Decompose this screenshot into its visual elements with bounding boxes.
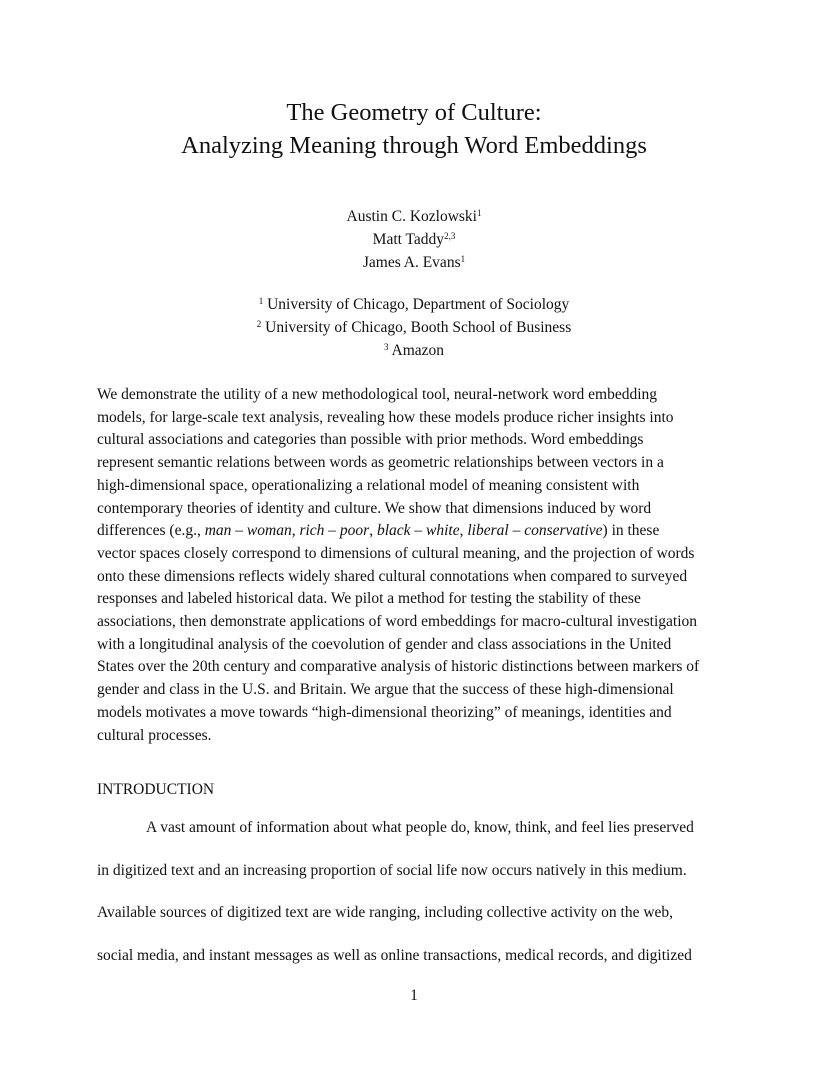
abstract-line (97, 520, 737, 543)
abstract-line: States over the 20th century and comparative analysis of historic distinctions between markers of (97, 658, 700, 676)
affiliation (0, 293, 828, 316)
abstract-line: with a longitudinal analysis of the coevolution of gender and class associations in the United (97, 635, 672, 653)
abstract-line: contemporary theories of identity and culture. We show that dimensions induced by word (97, 499, 652, 517)
abstract-line: represent semantic relations between words as geometric relationships between vectors in a (97, 454, 664, 472)
author-list (0, 205, 828, 274)
abstract-line: We demonstrate the utility of a new methodological tool, neural-network word embedding (97, 386, 658, 403)
affiliation-mark: 1 (258, 296, 264, 306)
example-term: man – woman (204, 522, 292, 540)
author-affiliation-mark: 1 (476, 208, 482, 218)
abstract-text: differences (e.g., (97, 522, 205, 540)
title-line-2: Analyzing Meaning through Word Embeddings (181, 132, 647, 159)
abstract (97, 384, 737, 747)
affiliation (0, 316, 828, 339)
example-term: rich – poor (299, 522, 370, 540)
abstract-text: , (291, 522, 300, 540)
abstract-line: associations, then demonstrate applications of word embeddings for macro-cultural investigation (97, 613, 698, 631)
paper-title (0, 96, 828, 162)
abstract-line: onto these dimensions reflects widely shared cultural connotations when compared to surveyed (97, 567, 688, 585)
author (0, 205, 828, 228)
example-term: liberal – conservative (467, 522, 603, 540)
author-affiliation-mark: 1 (460, 254, 466, 264)
affiliation-mark: 2 (256, 319, 262, 329)
affiliation-text: Amazon (391, 342, 445, 359)
abstract-line: vector spaces closely correspond to dimensions of cultural meaning, and the projection of words (97, 544, 695, 562)
abstract-line: gender and class in the U.S. and Britain. We argue that the success of these high-dimensional (97, 681, 674, 699)
affiliation (0, 339, 828, 362)
example-term: black – white (376, 522, 460, 540)
body-line: Available sources of digitized text are wide ranging, including collective activity on the web, (97, 904, 674, 921)
affiliation-mark: 3 (383, 342, 389, 352)
abstract-line: cultural associations and categories than possible with prior methods. Word embeddings (97, 431, 644, 449)
introduction-body (97, 817, 737, 987)
title-line-1: The Geometry of Culture: (286, 99, 542, 126)
abstract-text: ) in these (602, 522, 660, 540)
author-affiliation-mark: 2,3 (444, 231, 456, 241)
abstract-text: , (459, 522, 468, 540)
author (0, 251, 828, 274)
abstract-line: models motivates a move towards “high-dimensional theorizing” of meanings, identities and (97, 703, 672, 721)
author-name: James A. Evans (362, 254, 461, 271)
author (0, 228, 828, 251)
author-name: Matt Taddy (372, 231, 445, 248)
abstract-line: models, for large-scale text analysis, revealing how these models produce richer insights into (97, 408, 674, 426)
affiliation-text: University of Chicago, Booth School of Business (265, 319, 572, 336)
page-number: 1 (410, 987, 418, 1004)
abstract-text: , (369, 522, 377, 540)
author-name: Austin C. Kozlowski (346, 208, 477, 225)
section-heading: INTRODUCTION (97, 781, 215, 798)
body-line: A vast amount of information about what people do, know, think, and feel lies preserved (146, 819, 694, 836)
abstract-line: cultural processes. (97, 726, 212, 744)
affiliation-text: University of Chicago, Department of Sociology (267, 296, 570, 313)
body-line: in digitized text and an increasing proportion of social life now occurs natively in this medium. (97, 861, 687, 879)
body-line: social media, and instant messages as well as online transactions, medical records, and digitized (97, 946, 692, 964)
abstract-line: high-dimensional space, operationalizing a relational model of meaning consistent with (97, 476, 640, 494)
abstract-line: responses and labeled historical data. We pilot a method for testing the stability of these (97, 590, 641, 608)
affiliation-list (0, 293, 828, 362)
